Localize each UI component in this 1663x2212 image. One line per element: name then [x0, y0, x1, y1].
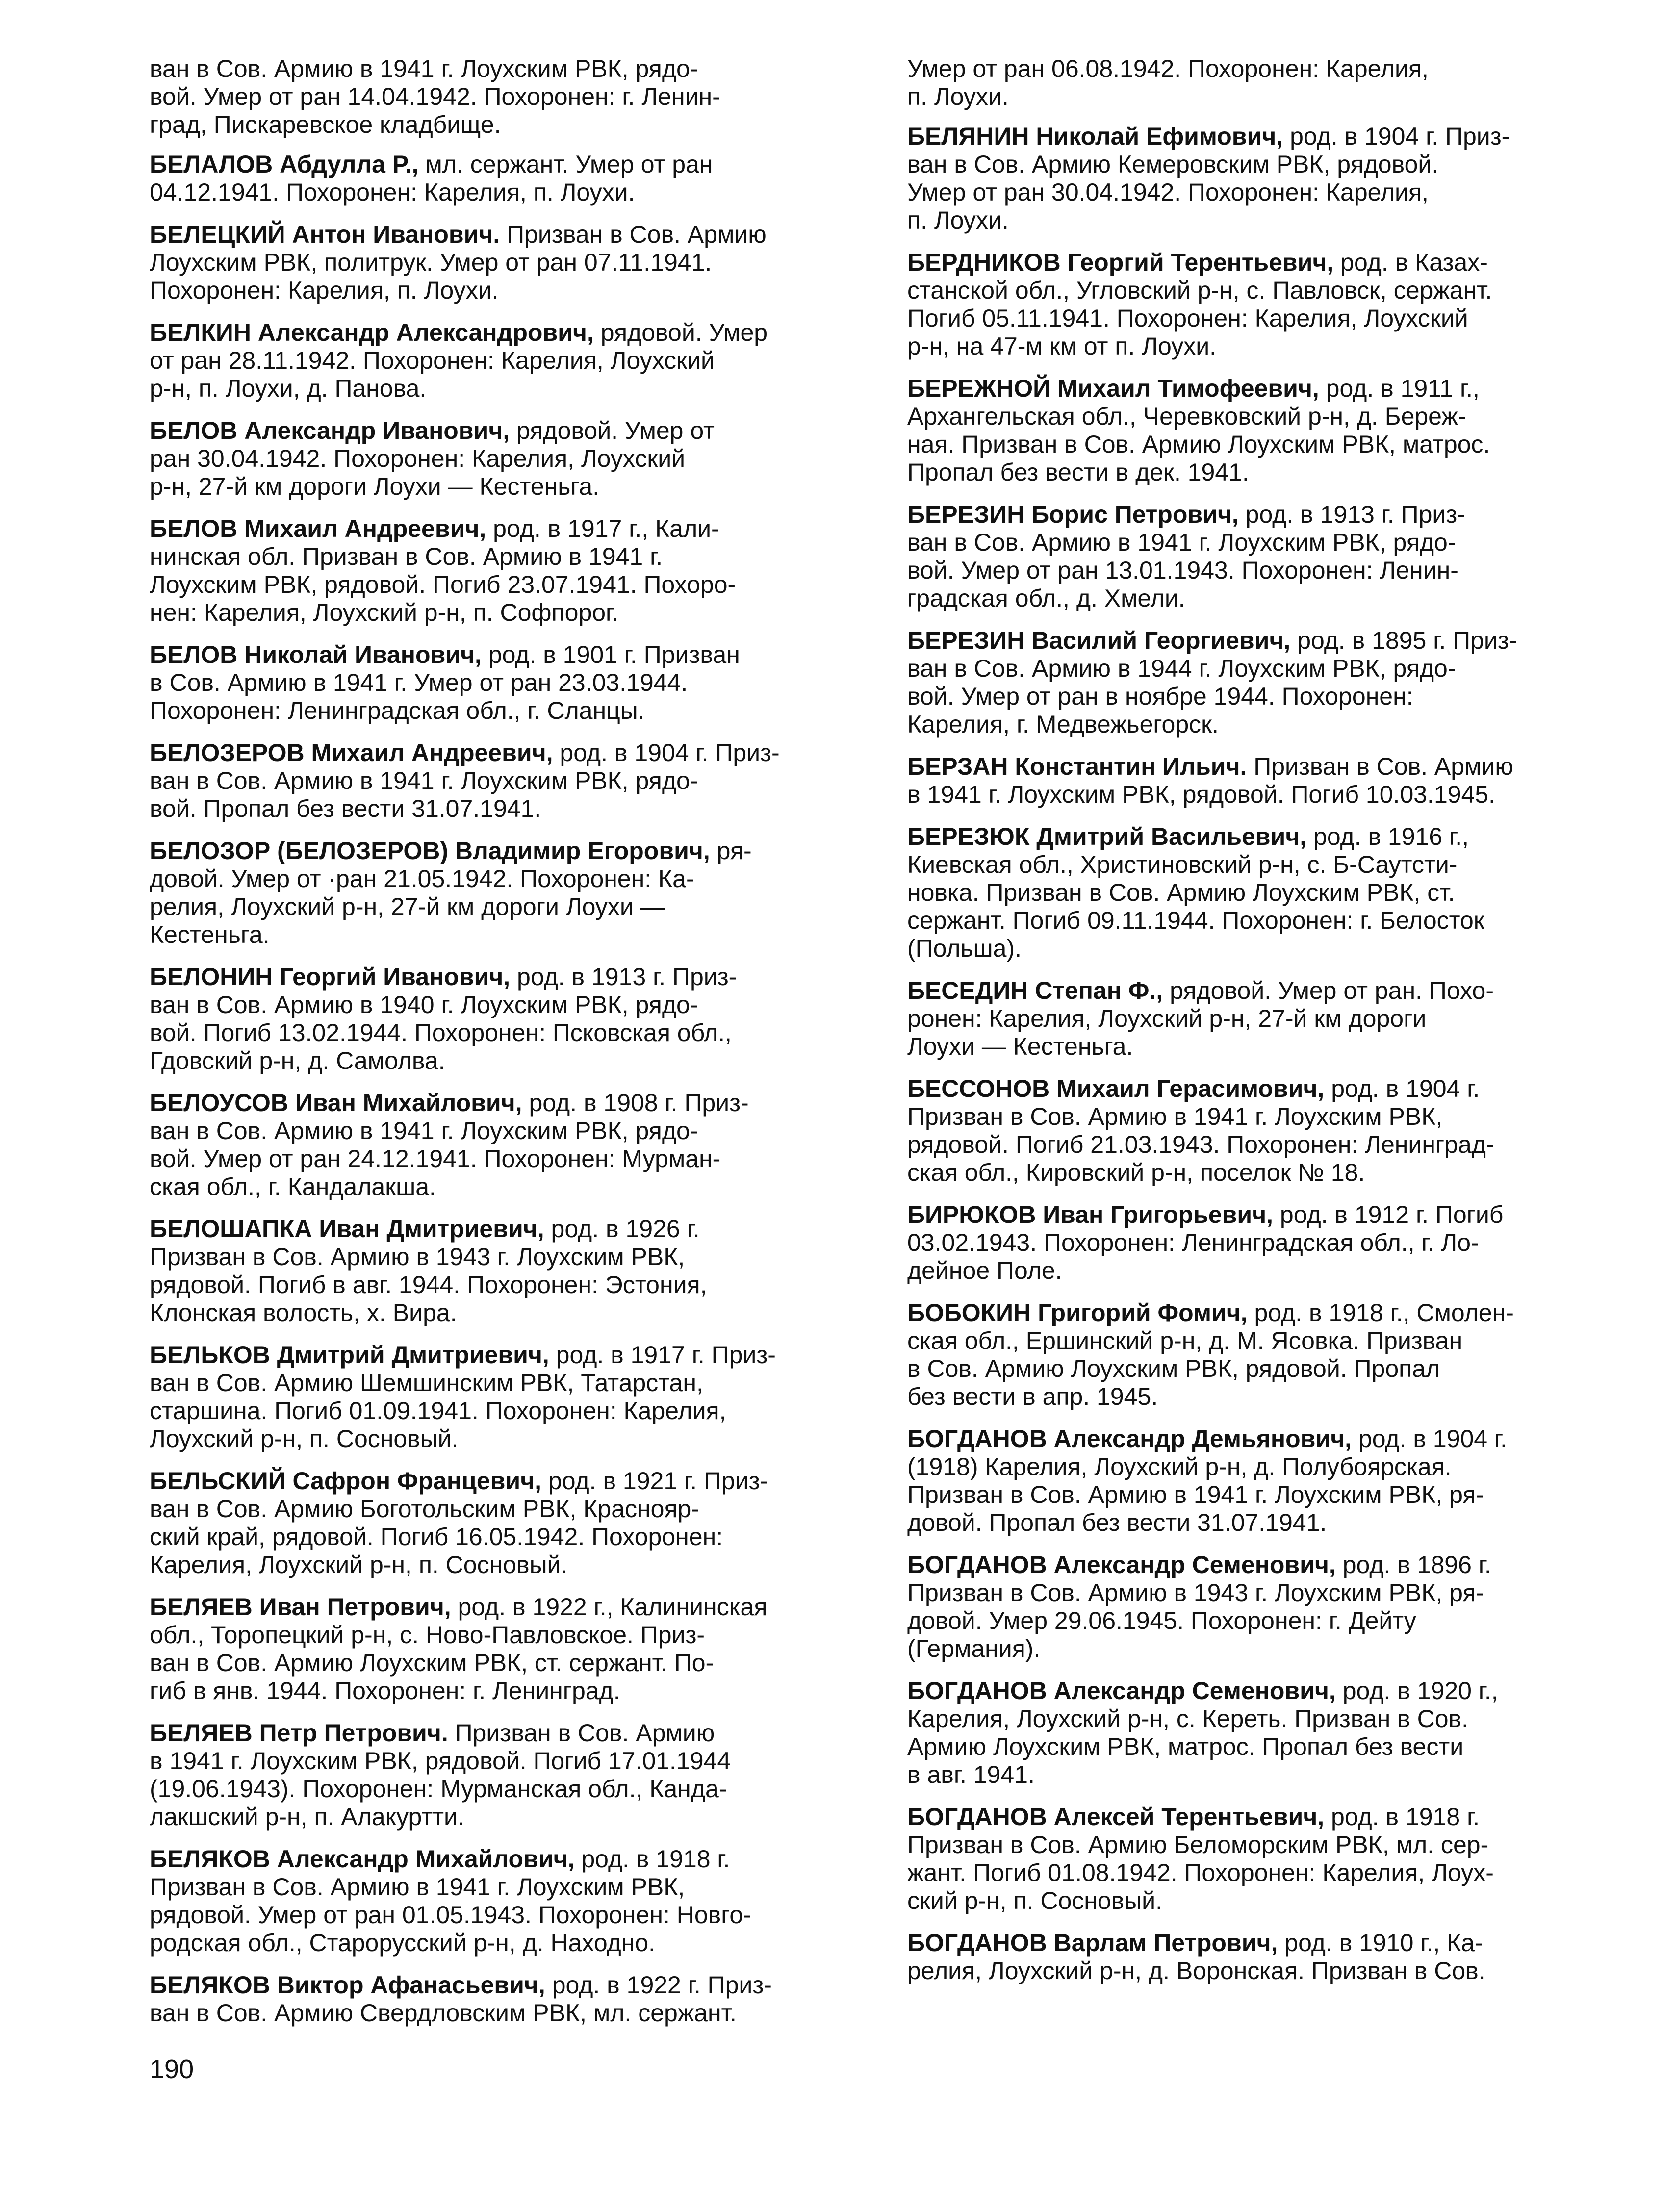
- entry-text: рядовой. Умер от ран 28.11.1942. Похоронен: Карелия, Лоухский р-н, п. Лоухи, д. Панова.: [150, 319, 768, 402]
- list-item: [907, 249, 1591, 360]
- list-item: [150, 641, 834, 725]
- list-item: [150, 55, 834, 139]
- list-item: [150, 1719, 834, 1831]
- entry-text: род. в 1904 г. Призван в Сов. Армию в 1941 г. Лоухским РВК, рядовой. Погиб 21.03.1943. Похоронен: Ленинград- ская обл., Кировский р-н, поселок № 18.: [907, 1075, 1494, 1186]
- list-item: [150, 1845, 834, 1957]
- entry-text: рядовой. Умер от ран. Похо- ронен: Карелия, Лоухский р-н, 27-й км дороги Лоухи — Кестеньга.: [907, 977, 1494, 1060]
- entry-text: род. в 1918 г. Призван в Сов. Армию в 1941 г. Лоухским РВК, рядовой. Умер от ран 01.05.1943. Похоронен: Новго- родская обл., Старорусский р-н, д. Находно.: [150, 1845, 751, 1957]
- list-item: [907, 1425, 1591, 1537]
- entry-name: БЕЛОВ Николай Иванович,: [150, 641, 482, 668]
- entry-text: род. в 1917 г. Приз- ван в Сов. Армию Шемшинским РВК, Татарстан, старшина. Погиб 01.09.1941. Похоронен: Карелия, Лоухский р-н, п. Сосновый.: [150, 1341, 776, 1452]
- entry-text: род. в 1916 г., Киевская обл., Христиновский р-н, с. Б-Саутсти- новка. Призван в Сов. Армию Лоухским РВК, ст. сержант. Погиб 09.11.1944. Похоронен: г. Белосток (Польша).: [907, 823, 1484, 962]
- list-item: [150, 1341, 834, 1453]
- list-item: [150, 417, 834, 501]
- entry-name: БОГДАНОВ Александр Демьянович,: [907, 1425, 1352, 1452]
- list-item: [907, 1075, 1591, 1187]
- list-item: [150, 151, 834, 206]
- entry-text: род. в 1913 г. Приз- ван в Сов. Армию в 1941 г. Лоухским РВК, рядо- вой. Умер от ран 13.01.1943. Похоронен: Ленин- градская обл., д. Хмели.: [907, 501, 1465, 612]
- entry-name: БЕЛОШАПКА Иван Дмитриевич,: [150, 1215, 544, 1243]
- entry-name: БЕЛЯКОВ Александр Михайлович,: [150, 1845, 575, 1873]
- entry-text: род. в 1896 г. Призван в Сов. Армию в 1943 г. Лоухским РВК, ря- довой. Умер 29.06.1945. Похоронен: г. Дейту (Германия).: [907, 1551, 1491, 1662]
- entry-text: рядовой. Умер от ран 30.04.1942. Похоронен: Карелия, Лоухский р-н, 27-й км дороги Лоухи — Кестеньга.: [150, 417, 715, 500]
- entry-name: БЕЛОУСОВ Иван Михайлович,: [150, 1089, 522, 1117]
- list-item: [150, 319, 834, 403]
- entry-name: БОБОКИН Григорий Фомич,: [907, 1299, 1248, 1326]
- list-item: [907, 123, 1591, 234]
- list-item: [907, 1299, 1591, 1411]
- entry-name: БЕРДНИКОВ Георгий Терентьевич,: [907, 249, 1334, 276]
- entry-name: БЕССОНОВ Михаил Герасимович,: [907, 1075, 1325, 1102]
- entry-name: БЕРЕЗЮК Дмитрий Васильевич,: [907, 823, 1307, 850]
- list-item: [150, 1467, 834, 1579]
- list-item: [907, 1677, 1591, 1789]
- entry-text: род. в 1922 г. Приз- ван в Сов. Армию Свердловским РВК, мл. сержант.: [150, 1971, 772, 2027]
- entry-text: род. в 1922 г., Калининская обл., Торопецкий р-н, с. Ново-Павловское. Приз- ван в Сов. Армию Лоухским РВК, ст. сержант. По- гиб в янв. 1944. Похоронен: г. Ленинград.: [150, 1593, 768, 1704]
- entry-name: БЕСЕДИН Степан Ф.,: [907, 977, 1163, 1004]
- entry-text: род. в 1911 г., Архангельская обл., Черевковский р-н, д. Береж- ная. Призван в Сов. Армию Лоухским РВК, матрос. Пропал без вести в дек. 1941.: [907, 375, 1490, 486]
- entry-name: БЕЛЯЕВ Иван Петрович,: [150, 1593, 451, 1621]
- list-item: [150, 1089, 834, 1201]
- list-item: [907, 823, 1591, 963]
- entry-text: род. в 1904 г. (1918) Карелия, Лоухский р-н, д. Полубоярская. Призван в Сов. Армию в 1941 г. Лоухским РВК, ря- довой. Пропал без вести 31.07.1941.: [907, 1425, 1508, 1536]
- entry-text: ря- довой. Умер от ·ран 21.05.1942. Похоронен: Ка- релия, Лоухский р-н, 27-й км дороги Лоухи — Кестеньга.: [150, 837, 752, 948]
- entry-name: БЕРЕЖНОЙ Михаил Тимофеевич,: [907, 375, 1319, 402]
- entry-text: Умер от ран 06.08.1942. Похоронен: Карелия, п. Лоухи.: [907, 55, 1429, 110]
- list-item: [907, 1551, 1591, 1663]
- entry-text: Призван в Сов. Армию в 1941 г. Лоухским РВК, рядовой. Погиб 17.01.1944 (19.06.1943). Похоронен: Мурманская обл., Канда- лакшский р-н, п. Алакуртти.: [150, 1719, 731, 1831]
- entry-name: БЕРЕЗИН Василий Георгиевич,: [907, 627, 1291, 654]
- entry-name: БЕЛЯЕВ Петр Петрович.: [150, 1719, 448, 1747]
- entry-name: БИРЮКОВ Иван Григорьевич,: [907, 1201, 1274, 1228]
- list-item: [150, 739, 834, 823]
- entry-text: род. в 1901 г. Призван в Сов. Армию в 1941 г. Умер от ран 23.03.1944. Похоронен: Ленинградская обл., г. Сланцы.: [150, 641, 740, 724]
- list-item: [907, 627, 1591, 738]
- page-number: 190: [150, 2055, 194, 2084]
- entry-name: БЕЛОВ Александр Иванович,: [150, 417, 510, 444]
- list-item: [150, 1215, 834, 1327]
- entry-text: род. в 1921 г. Приз- ван в Сов. Армию Боготольским РВК, Краснояр- ский край, рядовой. Погиб 16.05.1942. Похоронен: Карелия, Лоухский р-н, п. Сосновый.: [150, 1467, 768, 1578]
- entry-text: род. в 1908 г. Приз- ван в Сов. Армию в 1941 г. Лоухским РВК, рядо- вой. Умер от ран 24.12.1941. Похоронен: Мурман- ская обл., г. Кандалакша.: [150, 1089, 749, 1200]
- list-item: [907, 55, 1591, 111]
- entry-name: БЕЛОНИН Георгий Иванович,: [150, 963, 511, 991]
- entry-name: БЕЛЬКОВ Дмитрий Дмитриевич,: [150, 1341, 549, 1369]
- entry-name: БЕЛЯНИН Николай Ефимович,: [907, 123, 1283, 150]
- list-item: [150, 837, 834, 949]
- entry-text: род. в 1895 г. Приз- ван в Сов. Армию в 1944 г. Лоухским РВК, рядо- вой. Умер от ран в ноябре 1944. Похоронен: Карелия, г. Медвежьегорск.: [907, 627, 1517, 738]
- list-item: [150, 963, 834, 1075]
- entry-name: БОГДАНОВ Александр Семенович,: [907, 1551, 1336, 1578]
- entry-name: БЕЛЬСКИЙ Сафрон Францевич,: [150, 1467, 542, 1495]
- entry-text: род. в 1913 г. Приз- ван в Сов. Армию в 1940 г. Лоухским РВК, рядо- вой. Погиб 13.02.1944. Похоронен: Псковская обл., Гдовский р-н, д. Самолва.: [150, 963, 737, 1074]
- right-column: [907, 55, 1591, 1999]
- entry-name: БЕЛЯКОВ Виктор Афанасьевич,: [150, 1971, 545, 1999]
- entry-name: БЕРЗАН Константин Ильич.: [907, 753, 1247, 780]
- entry-name: БЕЛОВ Михаил Андреевич,: [150, 515, 486, 542]
- left-column: [150, 55, 834, 2041]
- entry-name: БЕЛАЛОВ Абдулла Р.,: [150, 151, 419, 178]
- entry-text: род. в 1912 г. Погиб 03.02.1943. Похоронен: Ленинградская обл., г. Ло- дейное Поле.: [907, 1201, 1504, 1284]
- entry-text: ван в Сов. Армию в 1941 г. Лоухским РВК, рядо- вой. Умер от ран 14.04.1942. Похоронен: г. Ленин- град, Пискаревское кладбище.: [150, 55, 720, 138]
- entry-name: БЕЛОЗОР (БЕЛОЗЕРОВ) Владимир Егорович,: [150, 837, 710, 864]
- list-item: [150, 515, 834, 627]
- list-item: [907, 753, 1591, 809]
- entry-text: род. в 1904 г. Приз- ван в Сов. Армию Кемеровским РВК, рядовой. Умер от ран 30.04.1942. Похоронен: Карелия, п. Лоухи.: [907, 123, 1510, 234]
- list-item: [907, 501, 1591, 612]
- entry-text: род. в 1917 г., Кали- нинская обл. Призван в Сов. Армию в 1941 г. Лоухским РВК, рядовой. Погиб 23.07.1941. Похоро- нен: Карелия, Лоухский р-н, п. Софпорог.: [150, 515, 736, 626]
- entry-name: БЕЛКИН Александр Александрович,: [150, 319, 594, 346]
- list-item: [150, 221, 834, 305]
- list-item: [907, 1201, 1591, 1285]
- entry-text: род. в 1904 г. Приз- ван в Сов. Армию в 1941 г. Лоухским РВК, рядо- вой. Пропал без вести 31.07.1941.: [150, 739, 780, 822]
- list-item: [150, 1593, 834, 1705]
- entry-text: мл. сержант. Умер от ран 04.12.1941. Похоронен: Карелия, п. Лоухи.: [150, 151, 713, 206]
- entry-text: род. в 1926 г. Призван в Сов. Армию в 1943 г. Лоухским РВК, рядовой. Погиб в авг. 1944. Похоронен: Эстония, Клонская волость, х. Вира.: [150, 1215, 707, 1326]
- entry-text: род. в Казах- станской обл., Угловский р-н, с. Павловск, сержант. Погиб 05.11.1941. Похоронен: Карелия, Лоухский р-н, на 47-м км от п. Лоухи.: [907, 249, 1492, 360]
- list-item: [150, 1971, 834, 2027]
- entry-name: БОГДАНОВ Александр Семенович,: [907, 1677, 1336, 1704]
- list-item: [907, 375, 1591, 486]
- list-item: [907, 1929, 1591, 1985]
- list-item: [907, 1803, 1591, 1915]
- entry-name: БОГДАНОВ Алексей Терентьевич,: [907, 1803, 1325, 1831]
- entry-name: БЕЛЕЦКИЙ Антон Иванович.: [150, 221, 500, 248]
- entry-text: род. в 1920 г., Карелия, Лоухский р-н, с. Кереть. Призван в Сов. Армию Лоухским РВК, матрос. Пропал без вести в авг. 1941.: [907, 1677, 1498, 1788]
- entry-name: БОГДАНОВ Варлам Петрович,: [907, 1929, 1278, 1957]
- list-item: [907, 977, 1591, 1061]
- entry-text: род. в 1918 г., Смолен- ская обл., Ершинский р-н, д. М. Ясовка. Призван в Сов. Армию Лоухским РВК, рядовой. Пропал без вести в апр. 1945.: [907, 1299, 1514, 1410]
- entry-name: БЕРЕЗИН Борис Петрович,: [907, 501, 1239, 528]
- entry-name: БЕЛОЗЕРОВ Михаил Андреевич,: [150, 739, 553, 766]
- entry-text: Призван в Сов. Армию в 1941 г. Лоухским РВК, рядовой. Погиб 10.03.1945.: [907, 753, 1513, 808]
- entry-text: род. в 1910 г., Ка- релия, Лоухский р-н, д. Воронская. Призван в Сов.: [907, 1929, 1485, 1984]
- entry-text: Призван в Сов. Армию Лоухским РВК, политрук. Умер от ран 07.11.1941. Похоронен: Карелия, п. Лоухи.: [150, 221, 767, 304]
- entry-text: род. в 1918 г. Призван в Сов. Армию Беломорским РВК, мл. сер- жант. Погиб 01.08.1942. Похоронен: Карелия, Лоух- ский р-н, п. Сосновый.: [907, 1803, 1494, 1914]
